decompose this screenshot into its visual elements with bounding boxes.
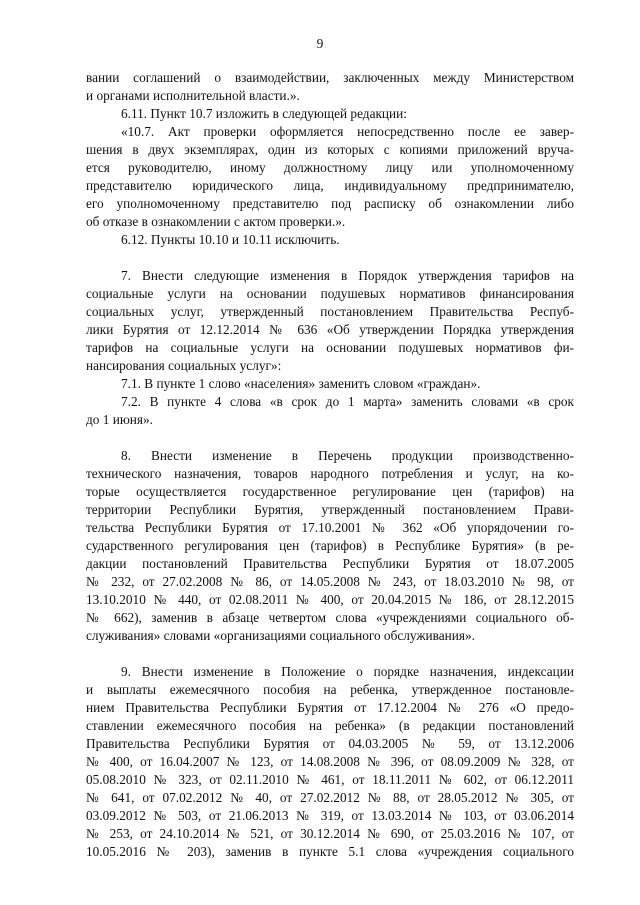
text-line: представителю юридического лица, индивидуальному предпринимателю, — [86, 178, 574, 193]
text-line: торые осуществляется государственное регулирование цен (тарифов) на — [86, 484, 574, 499]
page-number: 9 — [316, 36, 324, 51]
text-line: № 662), заменив в абзаце четвертом слова «учреждениями социального об- — [86, 610, 574, 625]
text-line: Правительства Республики Бурятия от 04.03.2005 № 59, от 13.12.2006 — [86, 736, 574, 751]
text-line: 7.2. В пункте 4 слова «в срок до 1 марта» заменить словами «в срок — [121, 394, 574, 409]
text-line: 03.09.2012 № 503, от 21.06.2013 № 319, от 13.03.2014 № 103, от 03.06.2014 — [86, 808, 574, 823]
text-line: дакции постановлений Правительства Республики Бурятия от 18.07.2005 — [86, 556, 574, 571]
text-line: тарифов на социальные услуги на основании подушевых нормативов фи- — [86, 340, 574, 355]
text-line: «10.7. Акт проверки оформляется непосредственно после ее завер- — [121, 124, 574, 139]
text-line: об отказе в ознакомлении с актом проверки.». — [86, 214, 346, 229]
text-line: сударственного регулирования цен (тарифов) в Республике Бурятия» (в ре- — [86, 538, 574, 553]
text-line: 6.12. Пункты 10.10 и 10.11 исключить. — [121, 232, 340, 247]
text-line: 6.11. Пункт 10.7 изложить в следующей редакции: — [121, 106, 407, 121]
text-line: 7. Внести следующие изменения в Порядок утверждения тарифов на — [121, 268, 574, 283]
text-line: 10.05.2016 № 203), заменив в пункте 5.1 слова «учреждения социального — [86, 844, 574, 859]
text-line: до 1 июня». — [86, 412, 153, 427]
text-line: 8. Внести изменение в Перечень продукции производственно- — [121, 448, 574, 463]
text-line: лики Бурятия от 12.12.2014 № 636 «Об утверждении Порядка утверждения — [86, 322, 574, 337]
text-line: и органами исполнительной власти.». — [86, 88, 300, 103]
text-line: территории Республики Бурятия, утвержденный постановлением Прави- — [86, 502, 574, 517]
text-line: 9. Внести изменение в Положение о порядке назначения, индексации — [121, 664, 574, 679]
text-line: нием Правительства Республики Бурятия от 17.12.2004 № 276 «О предо- — [86, 700, 574, 715]
text-line: его уполномоченному представителю под расписку об ознакомлении либо — [86, 196, 574, 211]
text-line: вании соглашений о взаимодействии, заключенных между Министерством — [86, 70, 574, 85]
text-line: № 253, от 24.10.2014 № 521, от 30.12.2014 № 690, от 25.03.2016 № 107, от — [86, 826, 574, 841]
text-line: 05.08.2010 № 323, от 02.11.2010 № 461, от 18.11.2011 № 602, от 06.12.2011 — [86, 772, 574, 787]
text-line: ставлении ежемесячного пособия на ребенка» (в редакции постановлений — [86, 718, 574, 733]
text-line: ется руководителю, иному должностному лицу или уполномоченному — [86, 160, 574, 175]
text-line: и выплаты ежемесячного пособия на ребенка, утвержденное постановле- — [86, 682, 574, 697]
text-line: № 400, от 16.04.2007 № 123, от 14.08.2008 № 396, от 08.09.2009 № 328, от — [86, 754, 574, 769]
text-line: шения в двух экземплярах, один из которых с копиями приложений вруча- — [86, 142, 574, 157]
text-line: 7.1. В пункте 1 слово «населения» заменить словом «граждан». — [121, 376, 481, 391]
text-line: тельства Республики Бурятия от 17.10.2001 № 362 «Об упорядочении го- — [86, 520, 574, 535]
text-line: социальные услуги на основании подушевых нормативов финансирования — [86, 286, 574, 301]
text-line: социальных услуг, утвержденный постановлением Правительства Респуб- — [86, 304, 574, 319]
text-line: 13.10.2010 № 440, от 02.08.2011 № 400, от 20.04.2015 № 186, от 28.12.2015 — [86, 592, 574, 607]
text-line: нансирования социальных услуг»: — [86, 358, 282, 373]
text-line: № 232, от 27.02.2008 № 86, от 14.05.2008 № 243, от 18.03.2010 № 98, от — [86, 574, 574, 589]
text-line: технического назначения, товаров народного потребления и услуг, на ко- — [86, 466, 574, 481]
text-line: служивания» словами «организациями социального обслуживания». — [86, 628, 475, 643]
text-line: № 641, от 07.02.2012 № 40, от 27.02.2012 № 88, от 28.05.2012 № 305, от — [86, 790, 574, 805]
